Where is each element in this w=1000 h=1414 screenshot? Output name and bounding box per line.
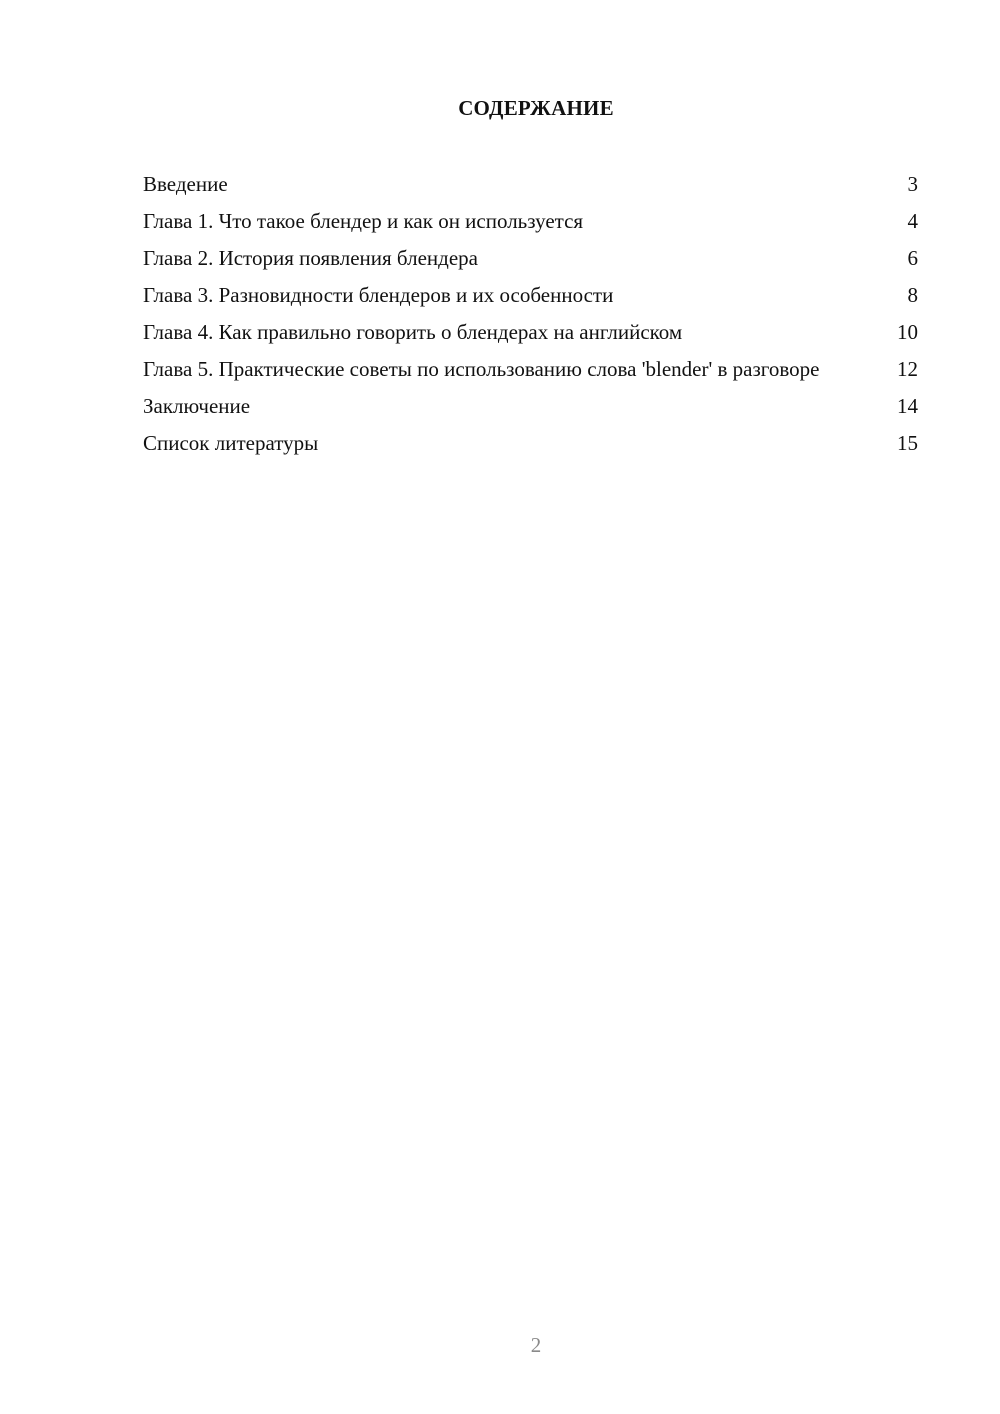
toc-entry xyxy=(143,207,918,235)
toc-title: СОДЕРЖАНИЕ xyxy=(458,96,614,120)
toc-entry-label: Глава 3. Разновидности блендеров и их особенности xyxy=(143,283,614,307)
toc-entry-page: 4 xyxy=(907,209,918,233)
toc-entry-label: Список литературы xyxy=(143,431,319,455)
toc-entry xyxy=(143,170,918,198)
toc-entry-label: Глава 5. Практические советы по использованию слова 'blender' в разговоре xyxy=(143,357,820,381)
toc-entry-label: Введение xyxy=(143,172,228,196)
toc-entry-label: Глава 4. Как правильно говорить о блендерах на английском xyxy=(143,320,683,344)
toc-entry-page: 15 xyxy=(897,431,918,455)
toc-entry xyxy=(143,318,918,346)
toc-entry-page: 10 xyxy=(897,320,918,344)
toc-entry xyxy=(143,429,918,457)
toc-entry-page: 12 xyxy=(897,357,918,381)
toc-entry-page: 8 xyxy=(907,283,918,307)
toc-entry-page: 14 xyxy=(897,394,918,418)
toc-entry xyxy=(143,244,918,272)
toc-entry-page: 3 xyxy=(907,172,918,196)
page-number: 2 xyxy=(530,1333,542,1357)
toc-entry-page: 6 xyxy=(907,246,918,270)
table-of-contents xyxy=(143,170,918,466)
toc-entry xyxy=(143,355,918,383)
toc-entry-label: Глава 2. История появления блендера xyxy=(143,246,478,270)
toc-entry xyxy=(143,281,918,309)
toc-entry-label: Заключение xyxy=(143,394,251,418)
toc-entry-label: Глава 1. Что такое блендер и как он используется xyxy=(143,209,584,233)
toc-entry xyxy=(143,392,918,420)
